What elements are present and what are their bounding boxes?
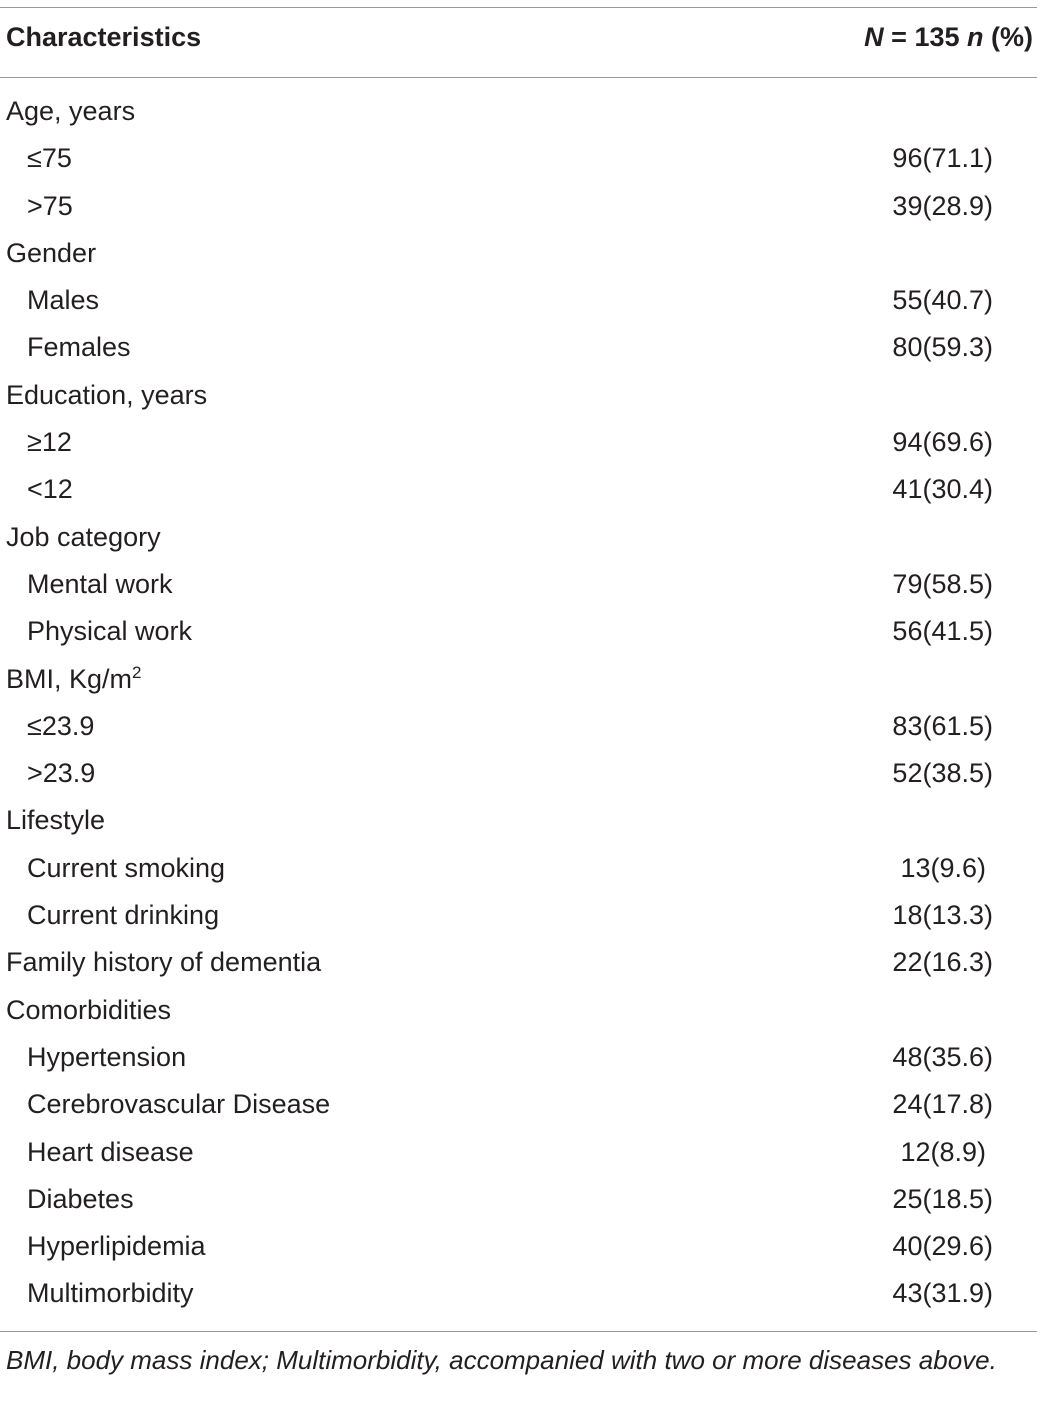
row-value: 39(28.9) [892, 190, 993, 221]
row-label: Comorbidities [6, 994, 172, 1025]
row-label: Hyperlipidemia [27, 1231, 206, 1262]
row-label: BMI, $Kg/m^2$ [6, 662, 142, 694]
row-value: 96(71.1) [892, 143, 993, 174]
table-subrow [0, 1178, 1037, 1225]
row-value: 25(18.5) [892, 1183, 993, 1214]
table-subrow [0, 326, 1037, 373]
header-n-percent [864, 22, 1033, 53]
row-value: 52(38.5) [892, 758, 993, 789]
table-subrow [0, 705, 1037, 752]
table-row [0, 516, 1037, 563]
row-label-superscript: 2 [132, 662, 142, 682]
table-row [0, 232, 1037, 279]
row-value: 40(29.6) [892, 1231, 993, 1262]
row-label: Family history of dementia [6, 947, 322, 978]
row-value: 43(31.9) [892, 1278, 993, 1309]
row-label: ≤23.9 [27, 710, 95, 741]
table-subrow [0, 894, 1037, 941]
row-label: Mental work [27, 568, 173, 599]
header-characteristics: Characteristics [6, 22, 202, 52]
header-pct: (%) [983, 22, 1033, 52]
row-value: 94(69.6) [892, 427, 993, 458]
table-subrow [0, 468, 1037, 515]
table-subrow [0, 279, 1037, 326]
row-label: Cerebrovascular Disease [27, 1089, 331, 1120]
row-label: Diabetes [27, 1183, 134, 1214]
row-label: Heart disease [27, 1136, 194, 1167]
table-subrow [0, 185, 1037, 232]
row-value: 80(59.3) [892, 332, 993, 363]
table-subrow [0, 1036, 1037, 1083]
table-subrow [0, 1272, 1037, 1319]
table-top-rule [0, 7, 1037, 8]
row-label: Current drinking [27, 900, 220, 931]
table-row [0, 374, 1037, 421]
row-label: Education, years [6, 379, 208, 410]
row-value: 13(9.6) [900, 852, 986, 883]
table-row [0, 989, 1037, 1036]
header-n-eq: = 135 [883, 22, 967, 52]
row-value: 18(13.3) [892, 900, 993, 931]
row-label: Gender [6, 237, 97, 268]
row-label: Job category [6, 521, 161, 552]
table-row [0, 799, 1037, 846]
row-value: 12(8.9) [900, 1136, 986, 1167]
row-label: >75 [27, 190, 73, 221]
row-label: Lifestyle [6, 805, 106, 836]
row-label: <12 [27, 474, 73, 505]
table-row [0, 90, 1037, 137]
table-subrow [0, 847, 1037, 894]
row-label: Males [27, 285, 100, 316]
header-n-symbol: N [864, 22, 884, 52]
row-value: 79(58.5) [892, 568, 993, 599]
row-value: 41(30.4) [892, 474, 993, 505]
table-row [0, 941, 1037, 988]
row-label: Females [27, 332, 131, 363]
row-value: 24(17.8) [892, 1089, 993, 1120]
row-value: 56(41.5) [892, 616, 993, 647]
table-header-rule [0, 77, 1037, 78]
table-subrow [0, 563, 1037, 610]
table-body [0, 90, 1037, 1320]
table-subrow [0, 610, 1037, 657]
table-row [0, 658, 1037, 705]
table-subrow [0, 137, 1037, 184]
row-label: Age, years [6, 96, 136, 126]
row-label: ≥12 [27, 427, 72, 458]
table-subrow [0, 1083, 1037, 1130]
table-subrow [0, 1131, 1037, 1178]
row-label: ≤75 [27, 143, 72, 174]
row-label: Hypertension [27, 1041, 187, 1072]
row-value: 55(40.7) [892, 285, 993, 316]
table-subrow [0, 752, 1037, 799]
row-label: >23.9 [27, 758, 96, 789]
header-n-small: n [967, 22, 984, 52]
row-label: Multimorbidity [27, 1278, 194, 1309]
row-label: Physical work [27, 616, 193, 647]
row-label: Current smoking [27, 852, 226, 883]
table-bottom-rule [0, 1331, 1037, 1332]
row-value: 48(35.6) [892, 1041, 993, 1072]
table-subrow [0, 421, 1037, 468]
table-header [0, 22, 1037, 62]
table-footnote: BMI, body mass index; Multimorbidity, accompanied with two or more diseases above. [6, 1345, 997, 1375]
table-subrow [0, 1225, 1037, 1272]
row-value: 83(61.5) [892, 710, 993, 741]
row-value: 22(16.3) [892, 947, 993, 978]
